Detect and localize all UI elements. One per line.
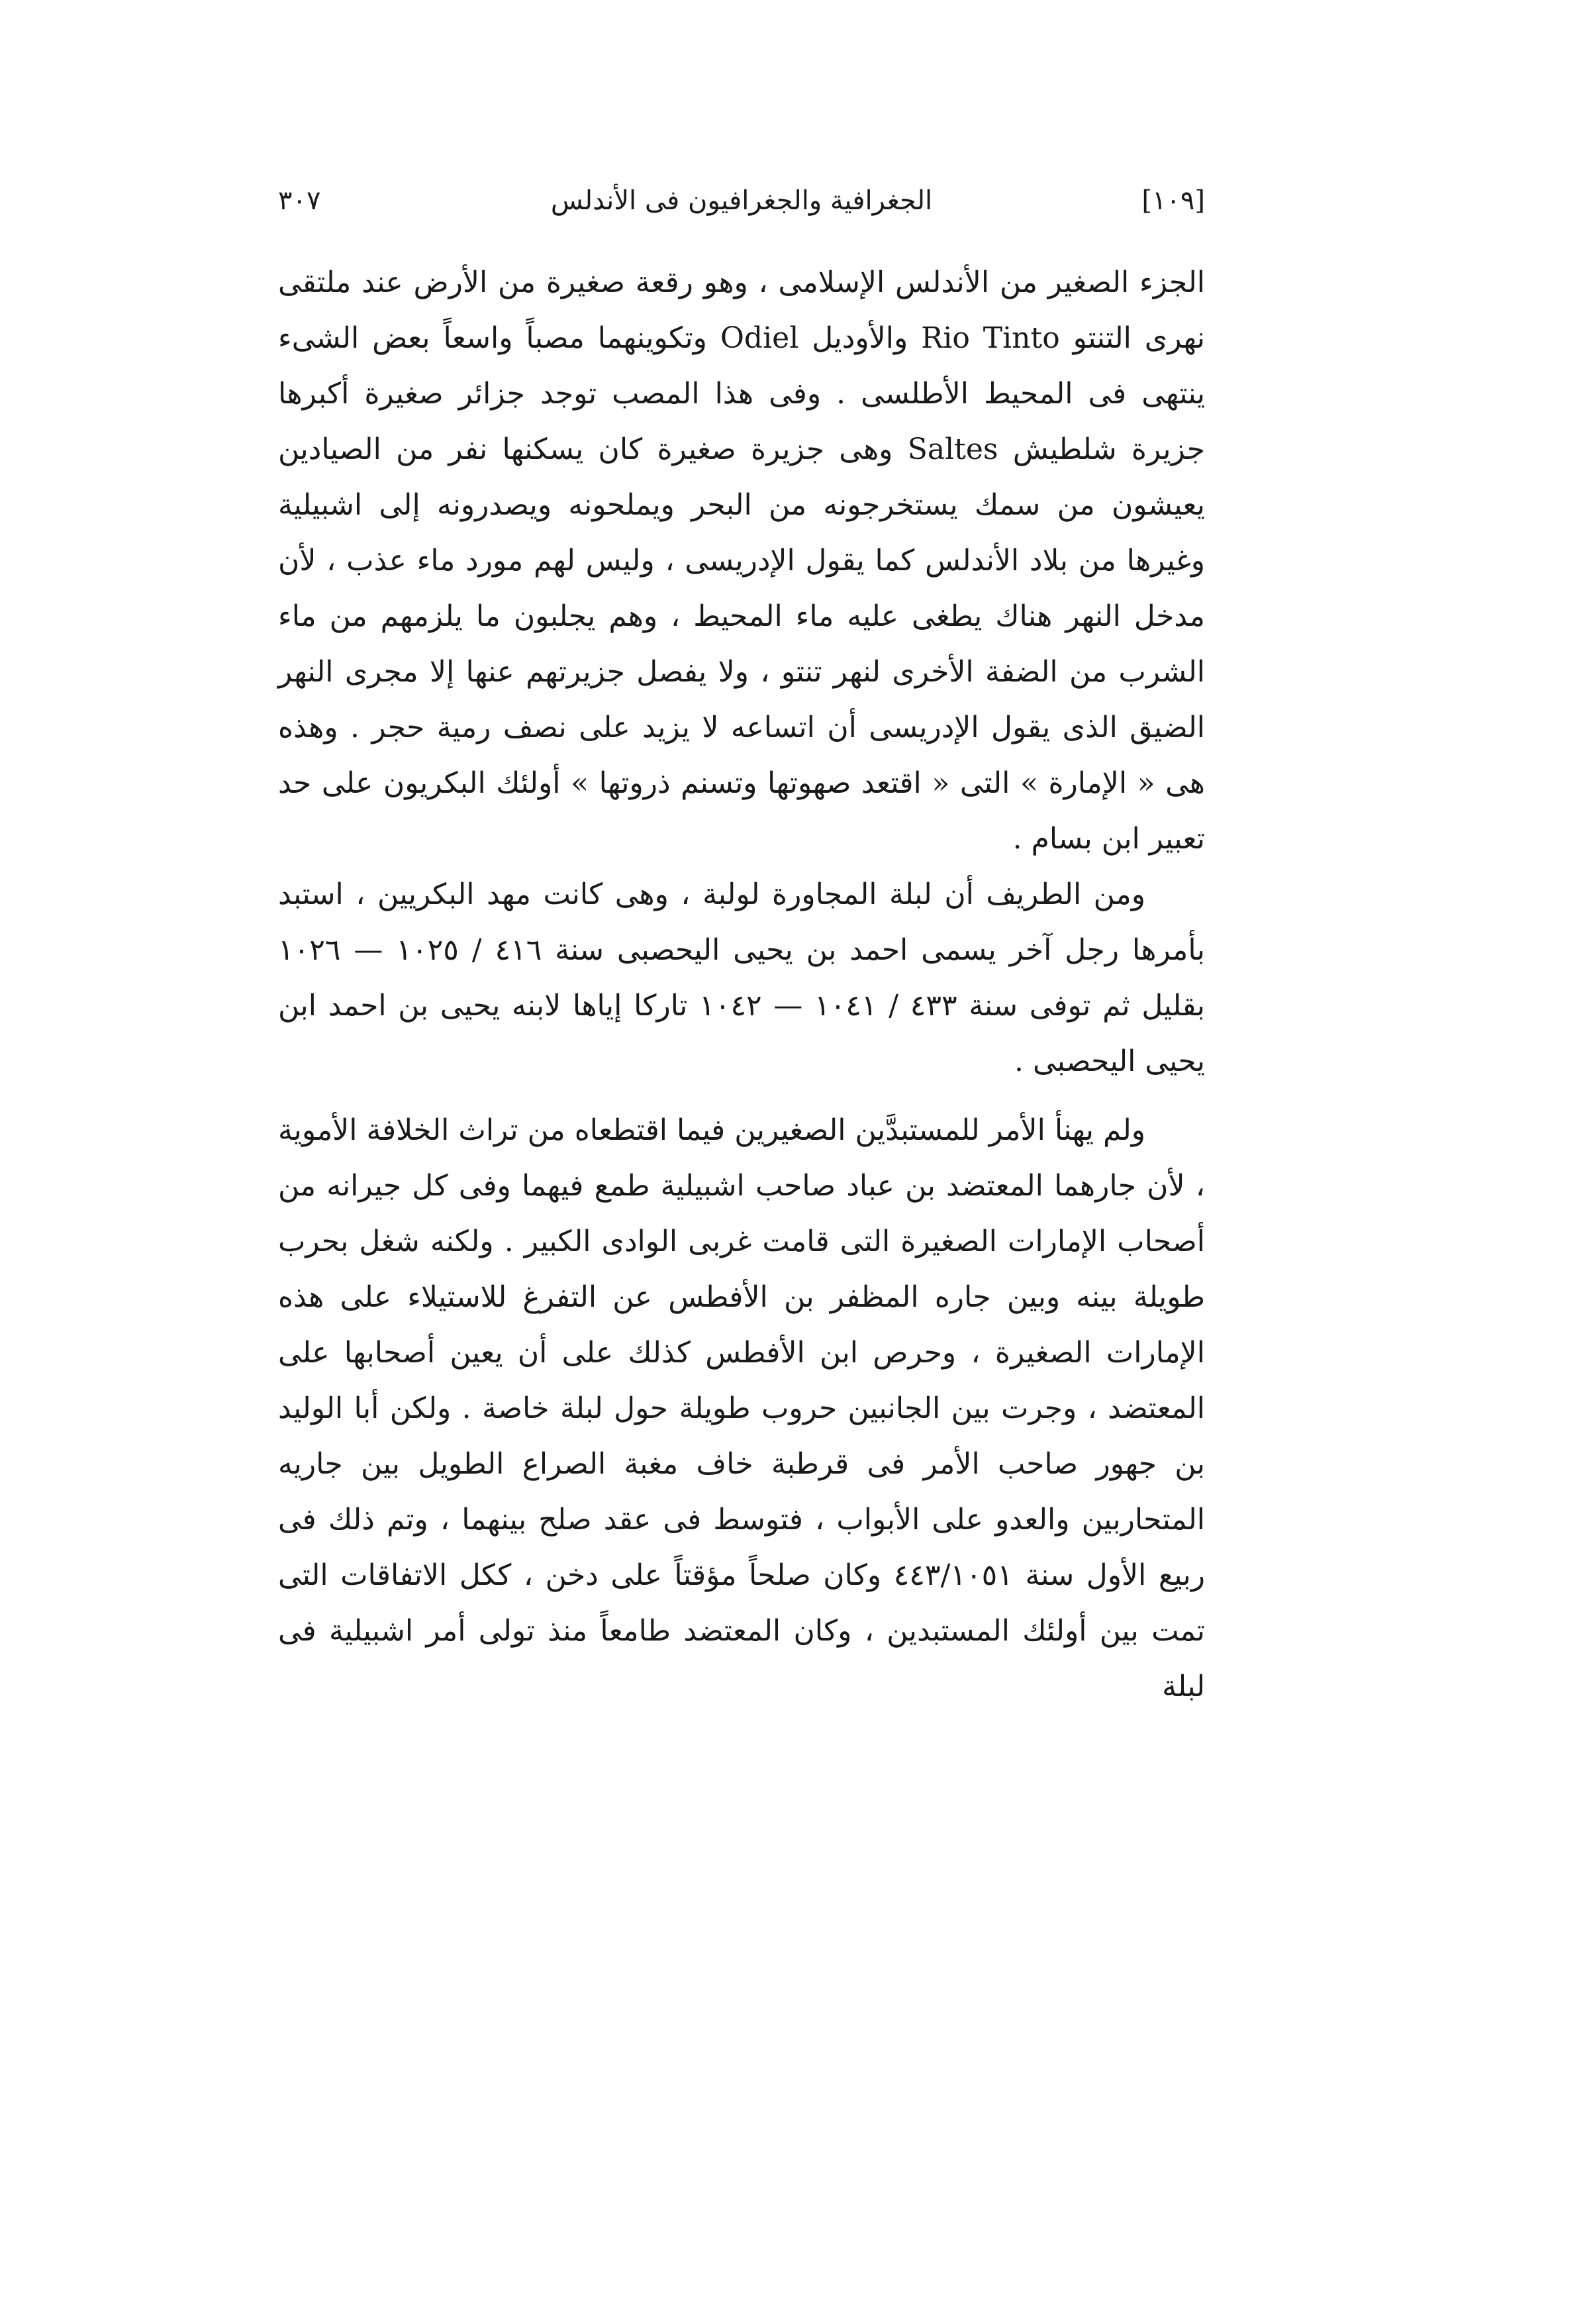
paragraph-3: ولم يهنأ الأمر للمستبدَّين الصغيرين فيما اقتطعاه من تراث الخلافة الأموية ، لأن جارهما المعتضد بن عباد صاحب اشبيلية طمع فيهما وفى كل جيرانه من أصحاب الإمارات الصغيرة التى قامت غربى الوادى الكبير . ولكنه شغل بحرب طويلة بينه وبين جاره المظفر بن الأفطس عن التفرغ للاستيلاء على هذه الإمارات الصغيرة ، وحرص ابن الأفطس كذلك على أن يعين أصحابها على المعتضد ، وجرت بين الجانبين حروب طويلة حول لبلة خاصة . ولكن أبا الوليد بن جهور صاحب الأمر فى قرطبة خاف مغبة الصراع الطويل بين جاريه المتحاربين والعدو على الأبواب ، فتوسط فى عقد صلح بينهما ، وتم ذلك فى ربيع الأول سنة ٤٤٣/١٠٥١ وكان صلحاً مؤقتاً على دخن ، ككل الاتفاقات التى تمت بين أولئك المستبدين ، وكان المعتضد طامعاً منذ تولى أمر اشبيلية فى لبلة — [278, 1113, 1206, 1703]
running-title: الجغرافية والجغرافيون فى الأندلس — [550, 185, 933, 216]
paragraph-2: ومن الطريف أن لبلة المجاورة لولبة ، وهى كانت مهد البكريين ، استبد بأمرها رجل آخر يسمى احمد بن يحيى اليحصبى سنة ٤١٦ / ١٠٢٥ — ١٠٢٦ بقليل ثم توفى سنة ٤٣٣ / ١٠٤١ — ١٠٤٢ تاركا إياها لابنه يحيى بن احمد ابن يحيى اليحصبى . — [278, 878, 1206, 1078]
section-number: [١٠٩] — [1141, 185, 1205, 216]
paragraph-1: الجزء الصغير من الأندلس الإسلامى ، وهو رقعة صغيرة من الأرض عند ملتقى نهرى التنتو Rio Tinto والأوديل Odiel وتكوينهما مصباً واسعاً بعض الشىء ينتهى فى المحيط الأطلسى . وفى هذا المصب توجد جزائر صغيرة أكبرها جزيرة شلطيش Saltes وهى جزيرة صغيرة كان يسكنها نفر من الصيادين يعيشون من سمك يستخرجونه من البحر ويملحونه ويصدرونه إلى اشبيلية وغيرها من بلاد الأندلس كما يقول الإدريسى ، وليس لهم مورد ماء عذب ، لأن مدخل النهر هناك يطغى عليه ماء المحيط ، وهم يجلبون ما يلزمهم من ماء الشرب من الضفة الأخرى لنهر تنتو ، ولا يفصل جزيرتهم عنها إلا مجرى النهر الضيق الذى يقول الإدريسى أن اتساعه لا يزيد على نصف رمية حجر . وهذه هى « الإمارة » التى « اقتعد صهوتها وتسنم ذروتها » أولئك البكريون على حد تعبير ابن بسام . — [278, 266, 1206, 856]
body-text — [278, 255, 1205, 1715]
running-head — [278, 177, 1205, 224]
page-number: ٣٠٧ — [278, 185, 321, 216]
